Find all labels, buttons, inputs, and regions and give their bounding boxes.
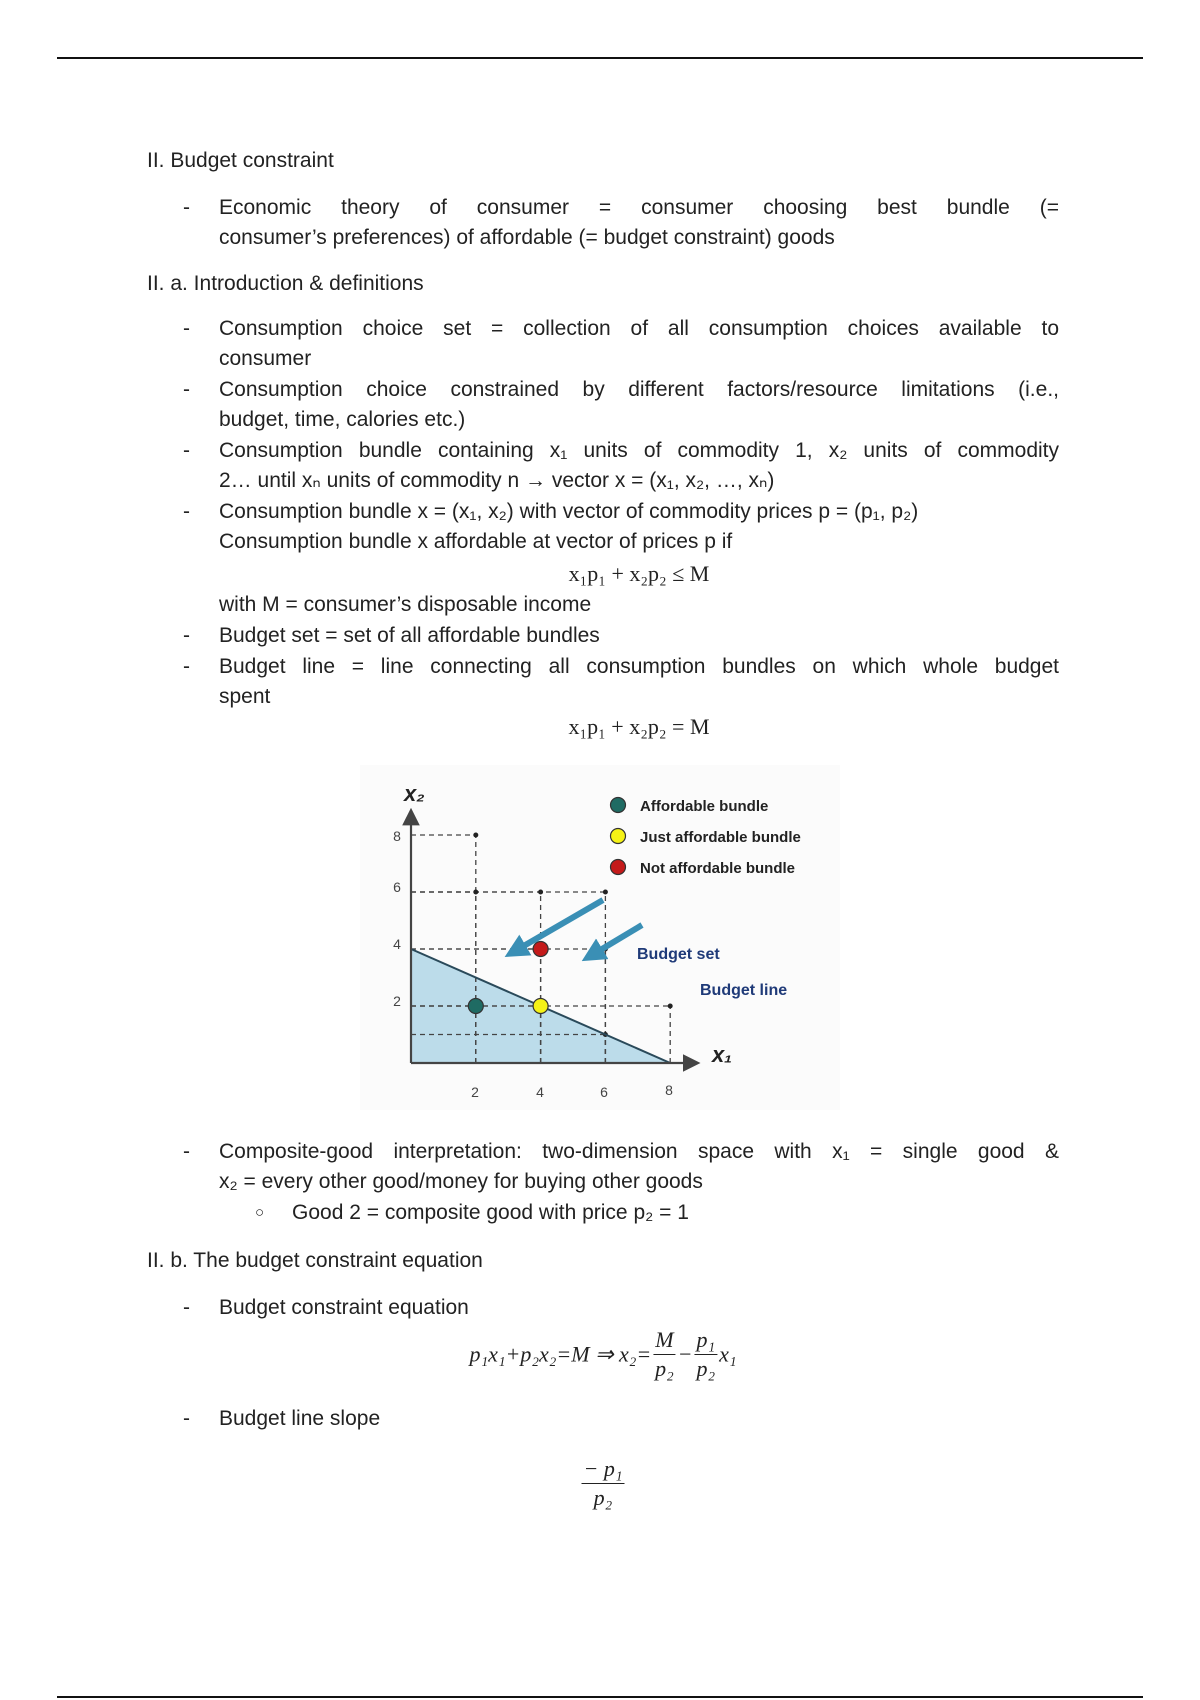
numerator: p₁ [694,1326,717,1355]
section-heading: II. Budget constraint [147,149,334,172]
top-rule [57,57,1143,59]
affordability-inequality: x₁p₁ + x₂p₂ ≤ M [568,561,710,586]
bullet-text: Consumption bundle containing x₁ units of commodity 1, x₂ units of commodity [219,439,1059,462]
bullet-dash: - [183,378,190,401]
x-tick-label: 6 [600,1084,608,1100]
grid-point [473,890,478,895]
y-tick-label: 4 [393,936,401,952]
y-tick-label: 8 [393,828,401,844]
legend-marker [611,829,626,844]
denominator: p₂ [655,1356,674,1381]
legend-label: Not affordable bundle [640,860,795,877]
bullet-text: Budget constraint equation [219,1296,469,1319]
bullet-text: budget, time, calories etc.) [219,408,466,431]
budget-line-annotation: Budget line [700,982,788,999]
bullet-text: consumer [219,347,312,370]
numerator: − p₁ [582,1455,625,1484]
x-tick-label: 8 [665,1082,673,1098]
bullet-text: Budget line = line connecting all consumption bundles on which whole budget [219,655,1059,678]
bottom-rule [57,1696,1143,1698]
bullet-dash: - [183,624,190,647]
budget-constraint-equation [469,1326,736,1383]
grid-point [668,1004,673,1009]
budget-line-arrow [592,925,642,955]
bullet-dash: - [183,317,190,340]
grid-point [473,833,478,838]
equation-x1: x₁ [719,1341,737,1367]
slope-fraction [580,1455,627,1512]
bullet-text: Consumption choice constrained by different factors/resource limitations (i.e., [219,378,1059,401]
grid-point [538,890,543,895]
bundle-point [468,999,483,1014]
denominator: p₂ [593,1485,613,1510]
grid-point [603,890,608,895]
y-tick-label: 6 [393,879,401,895]
subsection-heading: II. a. Introduction & definitions [147,272,424,295]
x-tick-label: 4 [536,1084,544,1100]
legend-label: Affordable bundle [640,798,769,815]
sub-bullet-circle: ○ [255,1204,265,1221]
numerator: M [653,1326,675,1355]
budget-set-arrow [515,900,603,951]
bullet-dash: - [183,1140,190,1163]
bullet-text: Budget set = set of all affordable bundles [219,624,600,647]
bullet-dash: - [183,655,190,678]
bullet-dash: - [183,1296,190,1319]
budget-line-equation: x₁p₁ + x₂p₂ = M [568,714,710,739]
bullet-text: Budget line slope [219,1407,381,1430]
x-axis-label: x₁ [712,1042,732,1067]
bullet-text: Consumption bundle x = (x₁, x₂) with vector of commodity prices p = (p₁, p₂) [219,500,919,523]
y-axis-label: x₂ [404,781,425,806]
legend-marker [611,798,626,813]
bullet-text: spent [219,685,271,708]
bullet-text: 2… until xₙ units of commodity n → vector x = (x₁, x₂, …, xₙ) [219,469,775,492]
bullet-text: with M = consumer’s disposable income [219,593,592,616]
legend-label: Just affordable bundle [640,829,801,846]
denominator: p₂ [696,1356,716,1381]
bullet-text: x₂ = every other good/money for buying other goods [219,1170,703,1193]
budget-set-annotation: Budget set [637,946,720,963]
minus-sign: − [677,1341,693,1367]
sub-bullet-text: Good 2 = composite good with price p₂ = 1 [292,1201,689,1224]
bullet-dash: - [183,1407,190,1430]
legend-marker [611,860,626,875]
bullet-dash: - [183,196,190,219]
y-tick-label: 2 [393,993,401,1009]
bullet-text: Consumption choice set = collection of all consumption choices available to [219,317,1059,340]
intro-line: consumer’s preferences) of affordable (= budget constraint) goods [219,226,835,249]
fraction-m-over-p2 [653,1326,675,1383]
bundle-point [533,942,548,957]
bundle-point [533,999,548,1014]
budget-constraint-chart [360,765,840,1110]
bullet-text: Composite-good interpretation: two-dimension space with x₁ = single good & [219,1140,1059,1163]
fraction-p1-over-p2 [694,1326,717,1383]
intro-line: Economic theory of consumer = consumer choosing best bundle (= [219,196,1059,219]
equation-lhs: p₁x₁+p₂x₂=M ⇒ x₂= [469,1341,652,1367]
bullet-dash: - [183,439,190,462]
bullet-text: Consumption bundle x affordable at vector of prices p if [219,530,733,553]
subsection-heading: II. b. The budget constraint equation [147,1249,483,1272]
x-tick-label: 2 [471,1084,479,1100]
bullet-dash: - [183,500,190,523]
